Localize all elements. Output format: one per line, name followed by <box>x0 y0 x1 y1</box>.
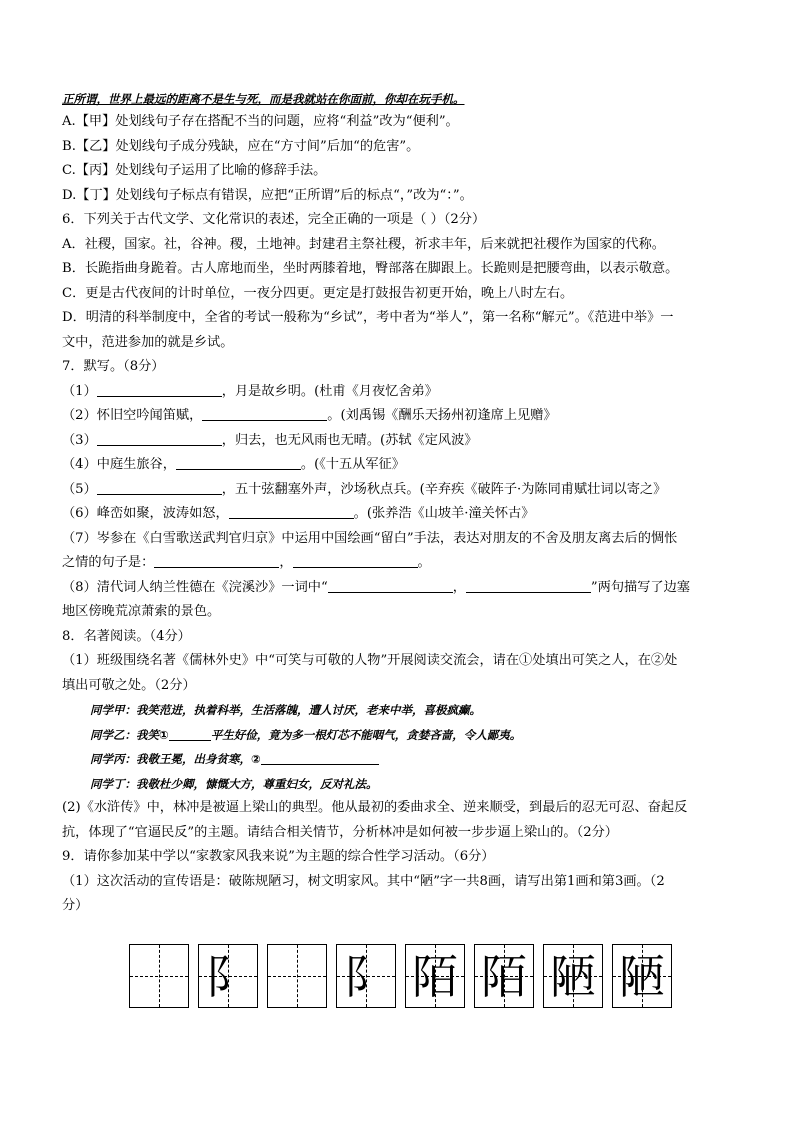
q9-title: 9．请你参加某中学以“家教家风我来说”为主题的综合性学习活动。（6分） <box>62 849 495 864</box>
q7-line-3: （3） ，归去，也无风雨也无晴。(苏轼《定风波》 <box>62 432 478 448</box>
answer-blank[interactable] <box>176 455 301 470</box>
q6-option-d: D．明清的科举制度中，全省的考试一般称为“乡试”，考中者为“举人”，第一名称“解元”。《范进中举》一 <box>62 310 674 325</box>
student-a-line: 同学甲：我笑范进，执着科举，生活落魄，遭人讨厌，老来中举，喜极疯癫。 <box>90 703 481 717</box>
answer-blank[interactable] <box>169 726 211 741</box>
stroke-cell-2: 阝 <box>198 944 258 1008</box>
q7-line-6: （6）峰峦如聚，波涛如怒， 。(张养浩《山坡羊·潼关怀古》 <box>62 506 535 521</box>
q8-2-line-b: 抗，体现了“官逼民反”的主题。请结合相关情节，分析林冲是如何被一步步逼上梁山的。（2分） <box>62 824 618 840</box>
q8-1-line-a: （1）班级围绕名著《儒林外史》中“可笑与可敬的人物”开展阅读交流会，请在①处填出可笑之人，在②处 <box>62 653 678 668</box>
q7-line-7b: 之情的句子是： ， 。 <box>62 555 431 570</box>
q7-title: 7．默写。（8分） <box>62 359 165 374</box>
stroke-cell-8: 陋 <box>612 944 672 1008</box>
answer-blank[interactable] <box>229 504 354 519</box>
q5-option-a: A.【甲】处划线句子存在搭配不当的问题，应将“利益”改为“便利”。 <box>62 114 459 129</box>
q8-1-line-b: 填出可敬之处。（2分） <box>62 677 196 693</box>
q6-option-c: C．更是古代夜间的计时单位，一夜分四更。更定是打鼓报告初更开始，晚上八时左右。 <box>62 285 574 301</box>
stroke-cell-4: 阝 <box>336 944 396 1008</box>
q5-option-d: D.【丁】处划线句子标点有错误，应把“正所谓”后的标点“，”改为“：”。 <box>62 187 473 203</box>
q9-1-line-b: 分） <box>62 898 89 913</box>
q9-1-line-a: （1）这次活动的宣传语是：破陈规陋习，树文明家风。其中“陋”字一共8画，请写出第1画和第3画。（2 <box>62 873 665 889</box>
answer-blank[interactable] <box>261 750 379 765</box>
quote-line: 正所谓，世界上最远的距离不是生与死，而是我就站在你面前，你却在玩手机。 <box>62 92 465 106</box>
stroke-cell-5: 陌 <box>405 944 465 1008</box>
answer-blank[interactable] <box>97 480 222 495</box>
answer-blank[interactable] <box>97 431 222 446</box>
q6-title: 6．下列关于古代文学、文化常识的表述，完全正确的一项是（ ）（2分） <box>62 212 486 227</box>
answer-blank[interactable] <box>293 553 418 568</box>
q6-option-b: B．长跪指曲身跪着。古人席地而坐，坐时两膝着地，臀部落在脚跟上。长跪则是把腰弯曲，以表示敬意。 <box>62 261 679 276</box>
stroke-cell-7: 陋 <box>543 944 603 1008</box>
q7-line-4: （4）中庭生旅谷， 。(《十五从军征》 <box>62 457 405 472</box>
q6-option-d-cont: 文中，范进参加的就是乡试。 <box>62 334 234 350</box>
stroke-order-grid <box>129 944 669 1012</box>
q5-option-c: C.【丙】处划线句子运用了比喻的修辞手法。 <box>62 163 327 178</box>
answer-blank[interactable] <box>97 382 222 397</box>
stroke-cell-6: 陌 <box>474 944 534 1008</box>
answer-blank[interactable] <box>328 578 453 593</box>
answer-blank[interactable] <box>154 553 279 568</box>
q8-2-line-a: (2)《水浒传》中，林冲是被逼上梁山的典型。他从最初的委曲求全、逆来顺受，到最后的忍无可忍、奋起反 <box>62 800 688 815</box>
stroke-cell-1[interactable] <box>129 944 189 1008</box>
answer-blank[interactable] <box>466 578 591 593</box>
q5-option-b: B.【乙】处划线句子成分残缺，应在“方寸间”后加“的危害”。 <box>62 138 420 154</box>
answer-blank[interactable] <box>202 406 327 421</box>
q7-line-7a: （7）岑参在《白雪歌送武判官归京》中运用中国绘画“留白”手法，表达对朋友的不舍及朋友离去后的惆怅 <box>62 530 678 546</box>
student-d-line: 同学丁：我敬杜少卿，慷慨大方，尊重妇女，反对礼法。 <box>90 776 378 791</box>
q8-title: 8．名著阅读。（4分） <box>62 628 191 644</box>
q7-line-5: （5） ，五十弦翻塞外声，沙场秋点兵。(辛弃疾《破阵子·为陈同甫赋壮词以寄之》 <box>62 481 667 497</box>
document-page <box>62 88 738 919</box>
q7-line-1: （1） ，月是故乡明。(杜甫《月夜忆舍弟》 <box>62 383 438 399</box>
q7-line-2: （2）怀旧空吟闻笛赋， 。(刘禹锡《酬乐天扬州初逢席上见赠》 <box>62 408 557 423</box>
student-c-line: 同学丙：我敬王冕，出身贫寒，② <box>62 747 738 772</box>
q7-line-8a: （8）清代词人纳兰性德在《浣溪沙》一词中“ ， ”两句描写了边塞 <box>62 579 690 595</box>
stroke-cell-3[interactable] <box>267 944 327 1008</box>
q6-option-a: A．社稷，国家。社，谷神。稷，土地神。封建君主祭社稷，祈求丰年，后来就把社稷作为国家的代称。 <box>62 236 665 252</box>
q7-line-8b: 地区傍晚荒凉萧索的景色。 <box>62 604 221 619</box>
student-b-line: 同学乙：我笑① 平生好俭，竟为多一根灯芯不能咽气，贪婪吝啬，令人鄙夷。 <box>90 727 522 742</box>
